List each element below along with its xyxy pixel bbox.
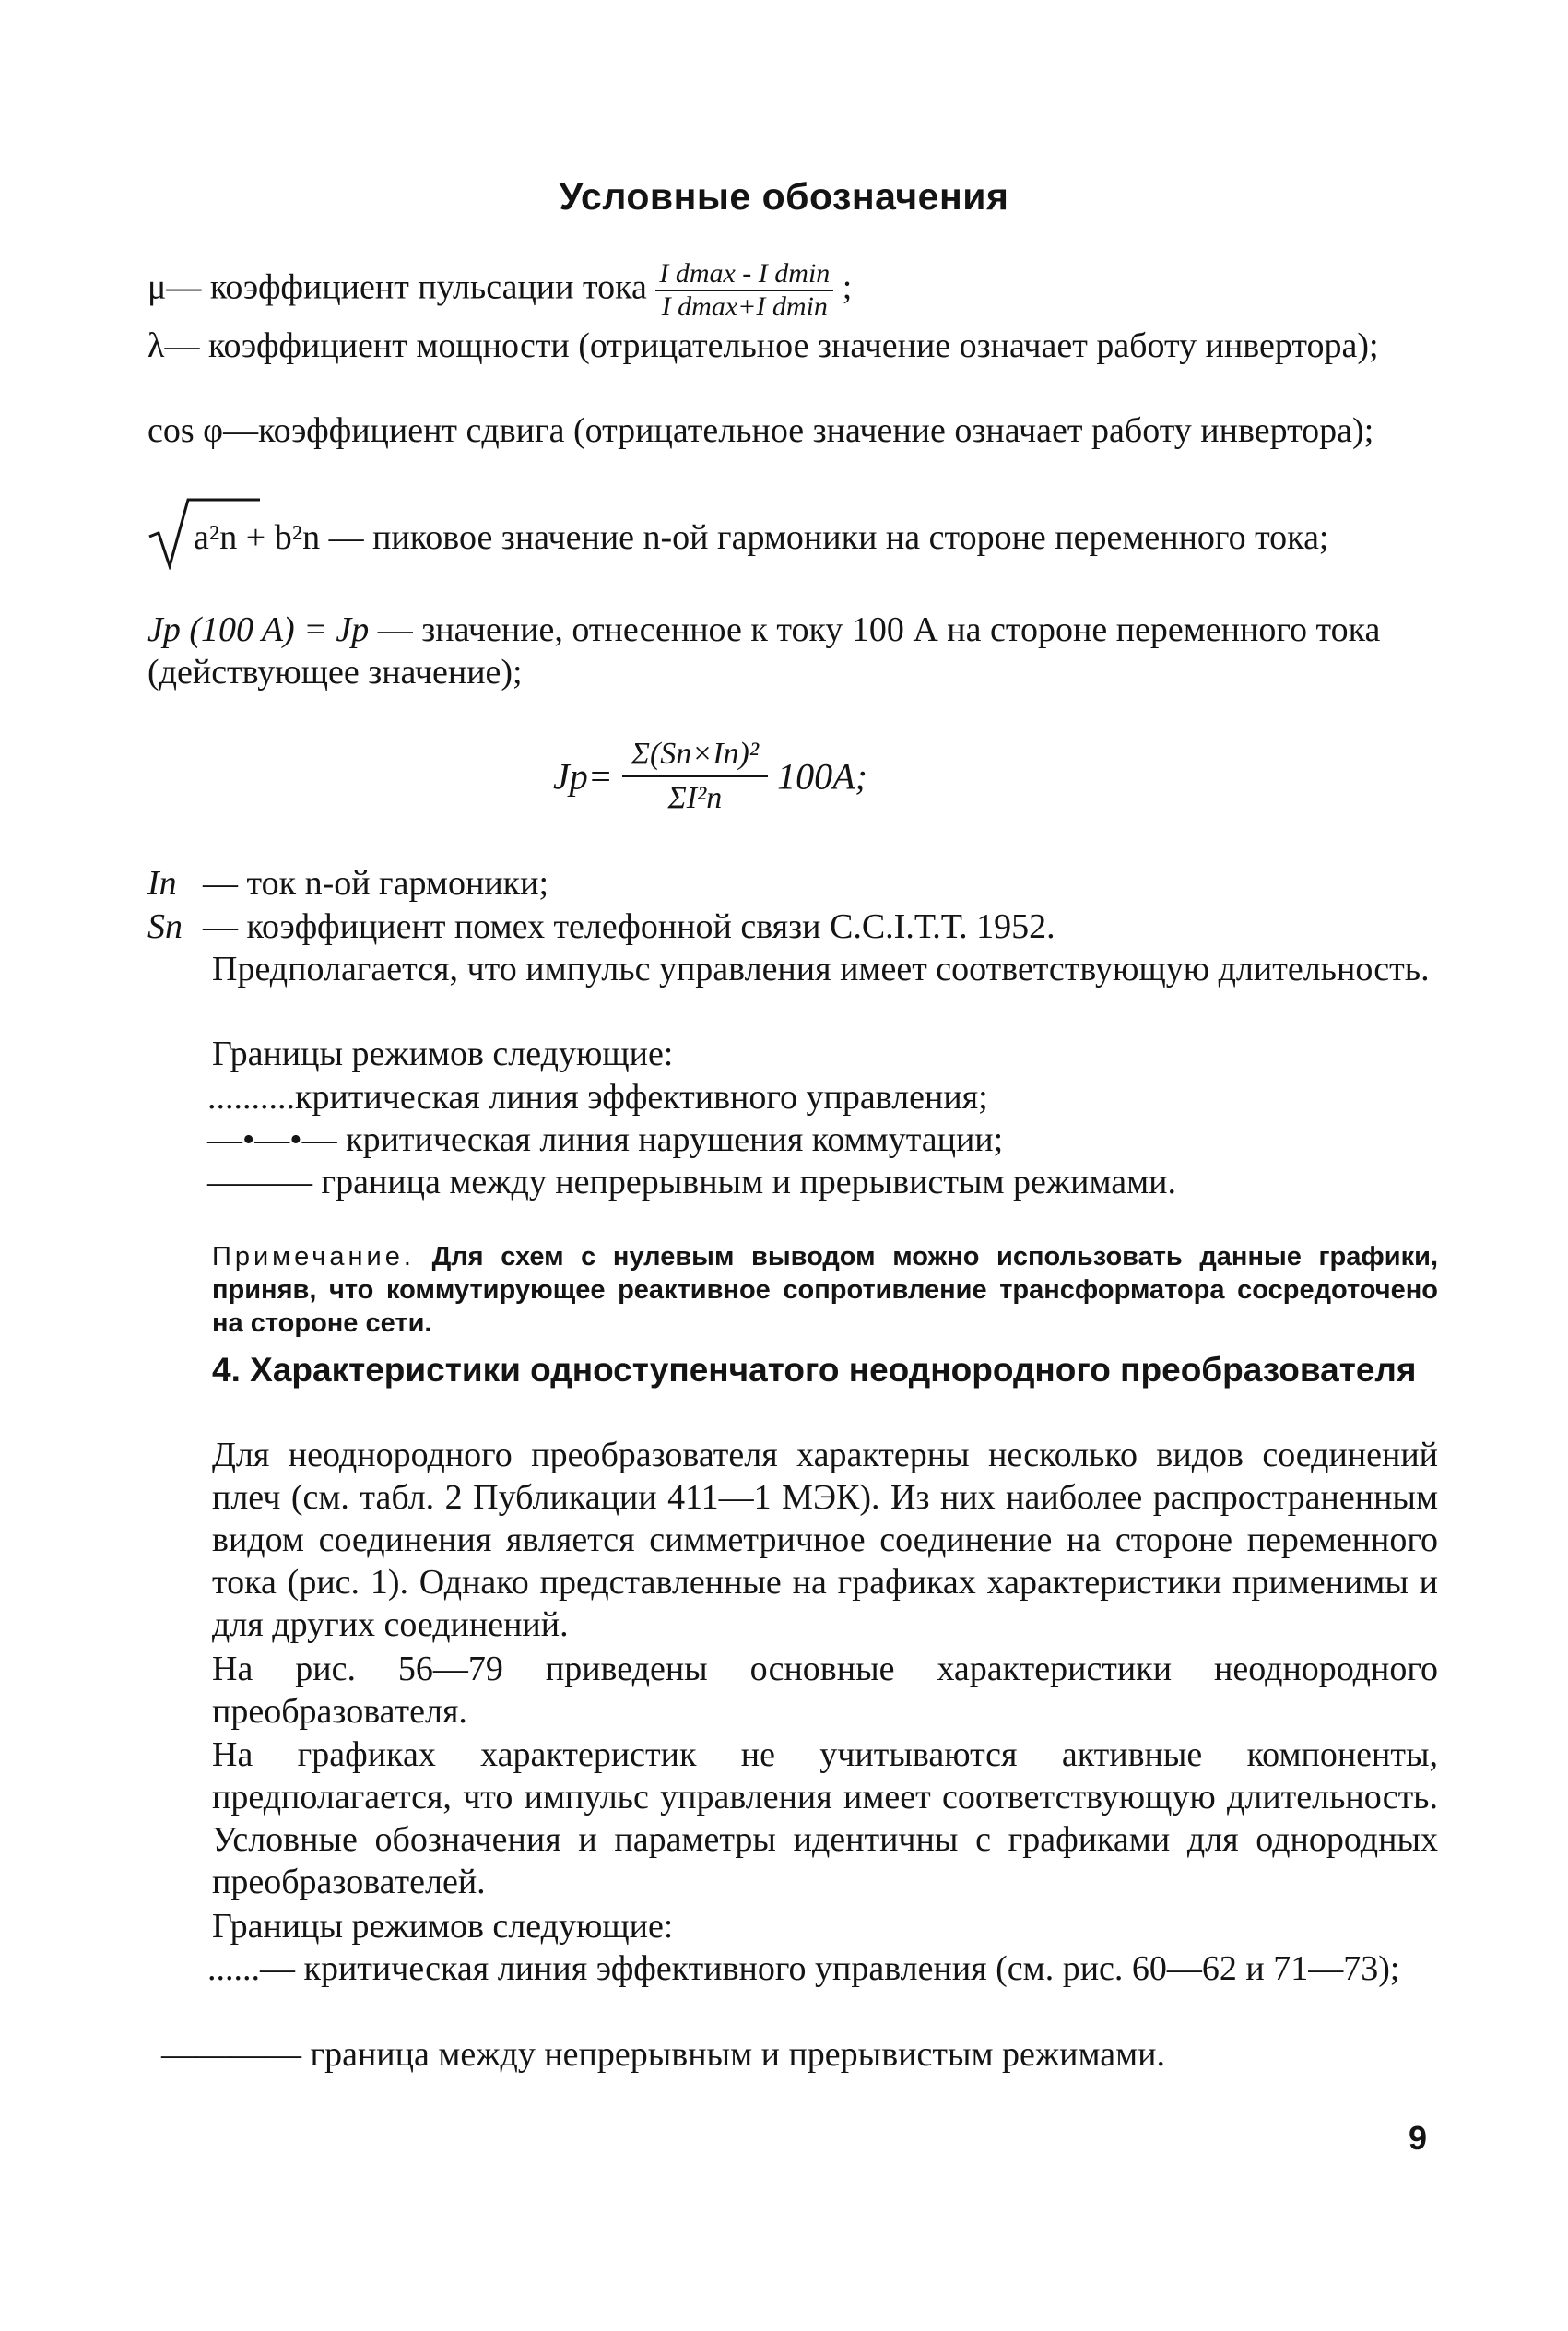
bounds2-item-dashed [161,2033,1438,2076]
bounds-heading-1: Границы режимов следующие: [212,1035,674,1073]
bounds1-item-text: граница между непрерывным и прерывистым режимами. [321,1163,1177,1201]
dotted-line-marker: .......... [207,1078,295,1117]
formula-den: ΣI²n [667,781,723,815]
paragraph-pulse: Предполагается, что импульс управления имеет соответствующую длительность. [212,950,1430,988]
section-heading: 4. Характеристики одноступенчатого неоднородного преобразователя [212,1351,1417,1389]
paragraph-figures: На рис. 56—79 приведены основные характеристики неоднородного преобразователя. [212,1650,1438,1731]
formula-num: Σ(Sn×In)² [622,733,768,777]
def-peak [194,516,1438,559]
note [212,1240,1438,1340]
formula-fraction [622,733,768,820]
bounds2-item-text: критическая линия эффективного управления (см. рис. 60—62 и 71—73); [303,1949,1400,1988]
def-peak-text: — пиковое значение n-ой гармоники на стороне переменного тока; [328,518,1329,557]
bounds1-item-dashed [207,1161,1438,1203]
bounds1-item-dotted [207,1076,988,1118]
def-lambda-text: — коэффициент мощности (отрицательное значение означает работу инвертора); [164,326,1379,365]
def-in [147,862,548,905]
page-number: 9 [1408,2119,1427,2157]
def-jp-symbol: Jp (100 A) = Jp [147,610,370,649]
def-cosphi [147,409,1438,452]
def-in-symbol: In [147,864,177,903]
def-jp [147,609,1438,693]
def-mu-tail: ; [842,267,853,307]
def-sn-text: — коэффициент помех телефонной связи С.С.I.Т.Т. 1952. [203,907,1055,946]
bounds2-item-text: граница между непрерывным и прерывистым режимами. [310,2035,1166,2074]
jp-formula [553,733,867,820]
bounds1-item-dashdot [207,1118,1003,1161]
ripple-fraction [655,258,833,323]
def-in-text: — ток n-ой гармоники; [203,864,549,903]
page-title: Условные обозначения [559,175,1009,218]
paragraph-connections: Для неоднородного преобразователя характерны несколько видов соединений плеч (см. табл. 2 Публикации 411—1 МЭК). Из них наиболее распространенным видом соединения является симметричное соединение на стороне переменного тока (рис. 1). Однако представленные на графиках характеристики применимы и для других соединений. [212,1436,1438,1644]
bounds1-item-text: критическая линия эффективного управления; [295,1078,988,1117]
dashdot-line-marker: —•—•— [207,1120,337,1159]
def-cosphi-symbol: cos φ [147,411,224,450]
note-label: Примечание. [212,1242,415,1272]
def-mu [147,258,852,323]
def-cosphi-text: —коэффициент сдвига (отрицательное значение означает работу инвертора); [223,411,1374,450]
formula-rhs: 100A; [777,755,867,798]
def-peak-symbol: a²n + b²n [194,518,321,557]
def-sn [147,905,1055,948]
paragraph-components: На графиках характеристик не учитываются активные компоненты, предполагается, что импульс управления имеет соответствующую длительность. Условные обозначения и параметры идентичны с графиками для однородных преобразователей. [212,1735,1438,1901]
bounds1-item-text: критическая линия нарушения коммутации; [346,1120,1004,1159]
dashed-line-marker: ——— [207,1163,312,1201]
dashed-line-marker: ———— [161,2035,301,2074]
def-jp-text: — значение, отнесенное к току 100 А на стороне переменного тока (действующее значение); [147,610,1381,692]
ripple-fraction-num: I dmax - I dmin [655,258,833,291]
bounds2-item-dotted [207,1947,1438,1990]
ripple-fraction-den: I dmax+I dmin [661,291,828,322]
def-mu-symbol: μ [147,267,167,307]
note-text: Для схем с нулевым выводом можно использовать данные графики, приняв, что коммутирующее реактивное сопротивление трансформатора сосредоточено на стороне сети. [212,1242,1439,1338]
formula-lhs: Jp= [553,755,613,798]
def-lambda [147,325,1438,367]
def-mu-text: — коэффициент пульсации тока [166,267,647,307]
dotted-line-marker: ......— [207,1949,295,1988]
def-lambda-symbol: λ [147,326,165,365]
def-sn-symbol: Sn [147,907,183,946]
bounds-heading-2: Границы режимов следующие: [212,1907,674,1946]
